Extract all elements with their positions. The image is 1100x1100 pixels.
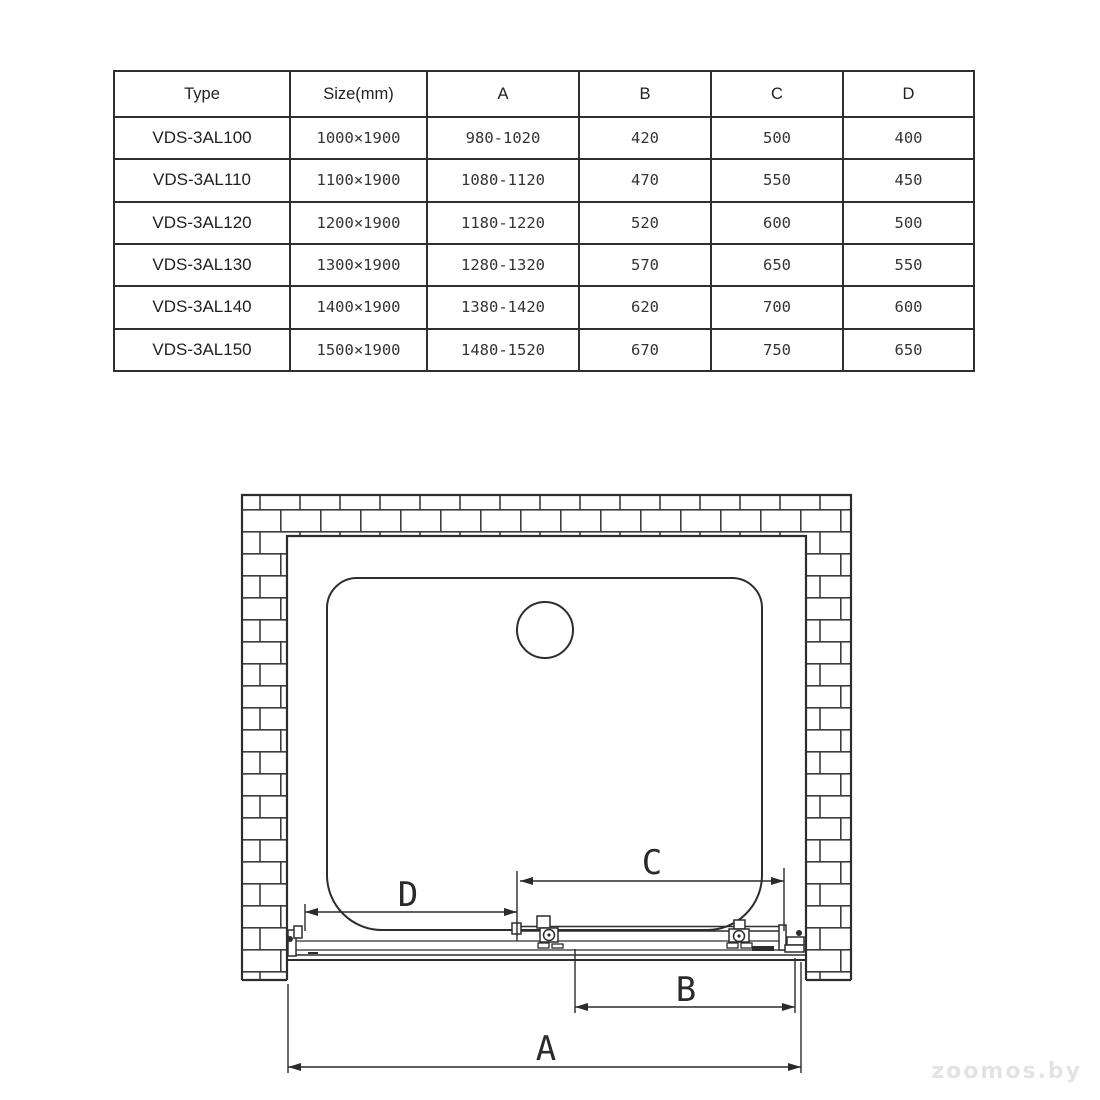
watermark-text: zoomos.by — [931, 1059, 1082, 1084]
cell-size: 1100×1900 — [291, 160, 428, 200]
cell-d: 450 — [894, 171, 923, 190]
cell-b: 420 — [580, 118, 712, 158]
brick-wall-left — [242, 536, 287, 980]
cell-a: 1280-1320 — [428, 245, 580, 285]
brick-wall-top — [242, 495, 851, 536]
cell-d: 550 — [894, 256, 923, 275]
cell-a: 1380-1420 — [428, 287, 580, 327]
cell-type: VDS-3AL130 — [115, 245, 291, 285]
cell-c: 750 — [712, 330, 844, 370]
cell-c: 700 — [712, 287, 844, 327]
dim-label-a: A — [535, 1029, 557, 1069]
cell-c: 500 — [712, 118, 844, 158]
cell-b: 520 — [580, 203, 712, 243]
cell-b: 670 — [580, 330, 712, 370]
cell-c: 650 — [712, 245, 844, 285]
cell-c: 550 — [712, 160, 844, 200]
door-handle — [752, 946, 774, 951]
cell-type: VDS-3AL110 — [115, 160, 291, 200]
cell-size: 1500×1900 — [291, 330, 428, 370]
cell-a: 1080-1120 — [428, 160, 580, 200]
drain-circle — [517, 602, 573, 658]
cell-c: 600 — [712, 203, 844, 243]
cell-b: 470 — [580, 160, 712, 200]
cell-d: 600 — [894, 298, 923, 317]
dim-label-c: C — [641, 843, 663, 883]
column-header-b: B — [580, 72, 712, 116]
cell-type: VDS-3AL150 — [115, 330, 291, 370]
column-header-a: A — [428, 72, 580, 116]
cell-a: 980-1020 — [428, 118, 580, 158]
cell-size: 1400×1900 — [291, 287, 428, 327]
cell-d: 500 — [894, 213, 923, 232]
cell-d: 650 — [894, 340, 923, 359]
cell-size: 1200×1900 — [291, 203, 428, 243]
brick-wall-right — [806, 536, 851, 980]
cell-a: 1480-1520 — [428, 330, 580, 370]
cell-type: VDS-3AL120 — [115, 203, 291, 243]
cell-b: 570 — [580, 245, 712, 285]
cell-a: 1180-1220 — [428, 203, 580, 243]
dim-a — [288, 962, 801, 1073]
column-header-type: Type — [115, 72, 291, 116]
cell-size: 1300×1900 — [291, 245, 428, 285]
cell-b: 620 — [580, 287, 712, 327]
column-header-d: D — [902, 84, 915, 103]
dim-b — [575, 949, 795, 1013]
cell-d: 400 — [894, 129, 923, 148]
column-header-size: Size(mm) — [291, 72, 428, 116]
column-header-c: C — [712, 72, 844, 116]
cell-size: 1000×1900 — [291, 118, 428, 158]
dim-label-b: B — [675, 970, 697, 1010]
cell-type: VDS-3AL100 — [115, 118, 291, 158]
cell-type: VDS-3AL140 — [115, 287, 291, 327]
dim-label-d: D — [397, 875, 419, 915]
